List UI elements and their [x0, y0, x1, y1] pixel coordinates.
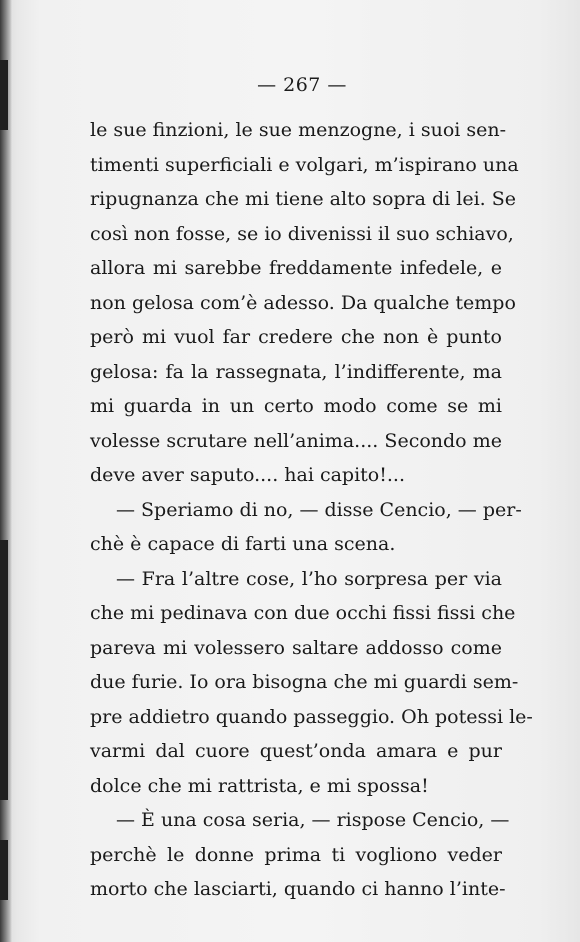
text-line: pareva mi volessero saltare addosso come — [90, 636, 502, 659]
text-line: — È una cosa seria, — rispose Cencio, — — [116, 809, 510, 831]
text-line: — Speriamo di no, — disse Cencio, — per- — [116, 498, 522, 521]
binding-shadow — [0, 840, 8, 900]
text-line: — Fra l’altre cose, l’ho sorpresa per via — [116, 567, 502, 590]
text-line: timenti superficiali e volgari, m’ispirano una — [90, 153, 519, 176]
page-binding-edge — [0, 0, 12, 942]
text-line: varmi dal cuore quest’onda amara e pur — [90, 740, 502, 762]
text-line: gelosa: fa la rassegnata, l’indifferente, ma — [90, 360, 502, 383]
text-line: ripugnanza che mi tiene alto sopra di lei. Se — [90, 188, 517, 210]
text-line: due furie. Io ora bisogna che mi guardi sem- — [90, 671, 519, 693]
text-line: deve aver saputo.... hai capito!... — [90, 464, 405, 486]
text-line: le sue finzioni, le sue menzogne, i suoi sen- — [90, 119, 507, 141]
text-line: che mi pedinava con due occhi fissi fissi che — [90, 602, 516, 624]
text-line: volesse scrutare nell’anima.... Secondo me — [90, 429, 502, 452]
text-line: però mi vuol far credere che non è punto — [90, 326, 502, 348]
text-line: chè è capace di farti una scena. — [90, 533, 396, 555]
text-line: così non fosse, se io divenissi il suo schiavo, — [90, 222, 514, 245]
text-line: perchè le donne prima ti vogliono veder — [90, 843, 502, 866]
binding-shadow — [0, 540, 8, 800]
text-line: allora mi sarebbe freddamente infedele, e — [90, 257, 502, 279]
body-text — [90, 113, 533, 907]
text-line: mi guarda in un certo modo come se mi — [90, 395, 502, 417]
text-line: morto che lasciarti, quando ci hanno l’inte- — [90, 878, 506, 900]
text-line: dolce che mi rattrista, e mi spossa! — [90, 774, 429, 797]
binding-shadow — [0, 60, 8, 130]
page-number: — 267 — — [257, 74, 347, 96]
text-line: pre addietro quando passeggio. Oh potessi le- — [90, 705, 533, 728]
text-line: non gelosa com’è adesso. Da qualche tempo — [90, 291, 516, 314]
